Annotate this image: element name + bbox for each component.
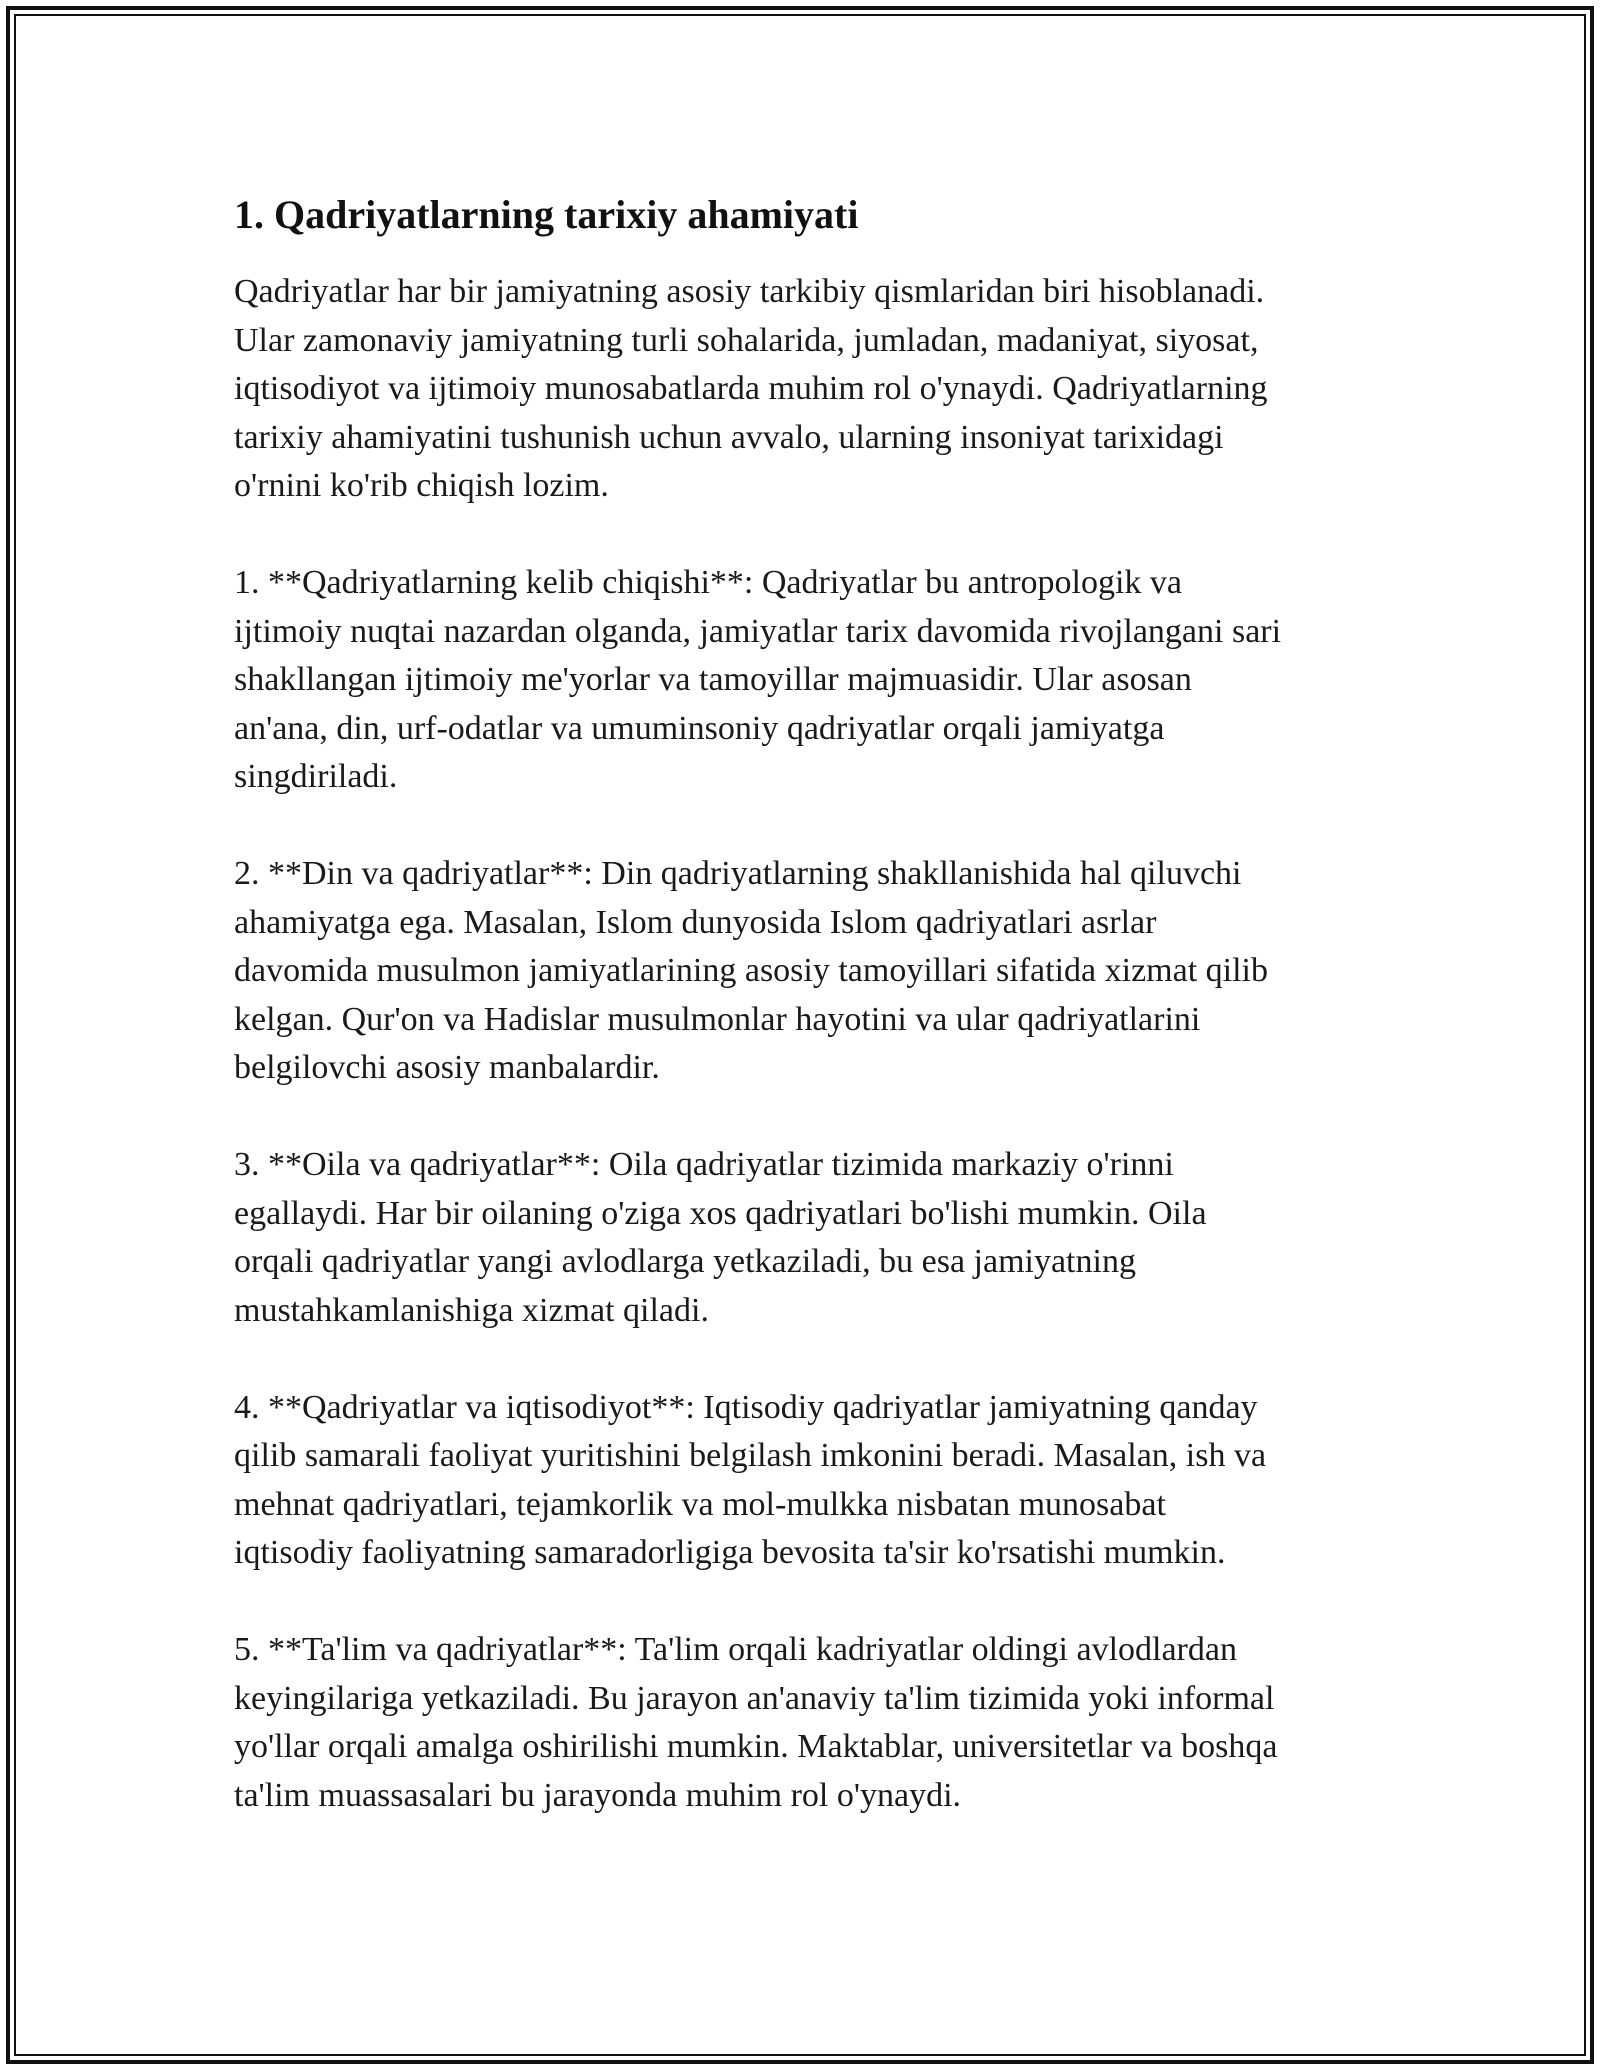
page-title: 1. Qadriyatlarning tarixiy ahamiyati: [234, 192, 859, 237]
paragraph-religion: 2. **Din va qadriyatlar**: Din qadriyatlarning shakllanishida hal qiluvchi ahamiyatga ega. Masalan, Islom dunyosida Islom qadriyatlari asrlar davomida musulmon jamiyatlarining asosiy tamoyillari sifatida xizmat qilib kelgan. Qur'on va Hadislar musulmonlar hayotini va ular qadriyatlarini belgilovchi asosiy manbalardir.: [234, 855, 1268, 1086]
paragraph-origins: 1. **Qadriyatlarning kelib chiqishi**: Qadriyatlar bu antropologik va ijtimoiy nuqtai nazardan olganda, jamiyatlar tarix davomida rivojlangani sari shakllangan ijtimoiy me'yorlar va tamoyillar majmuasidir. Ular asosan an'ana, din, urf-odatlar va umuminsoniy qadriyatlar orqali jamiyatga singdiriladi.: [234, 564, 1282, 795]
paragraph-family: 3. **Oila va qadriyatlar**: Oila qadriyatlar tizimida markaziy o'rinni egallaydi. Har bir oilaning o'ziga xos qadriyatlari bo'lishi mumkin. Oila orqali qadriyatlar yangi avlodlarga yetkaziladi, bu esa jamiyatning mustahkamlanishiga xizmat qiladi.: [234, 1146, 1207, 1329]
document-page: [234, 186, 1374, 1820]
paragraph-education: 5. **Ta'lim va qadriyatlar**: Ta'lim orqali kadriyatlar oldingi avlodlardan keyingilariga yetkaziladi. Bu jarayon an'anaviy ta'lim tizimida yoki informal yo'llar orqali amalga oshirilishi mumkin. Maktablar, universitetlar va boshqa ta'lim muassasalari bu jarayonda muhim rol o'ynaydi.: [234, 1631, 1278, 1814]
intro-paragraph: Qadriyatlar har bir jamiyatning asosiy tarkibiy qismlaridan biri hisoblanadi. Ular zamonaviy jamiyatning turli sohalarida, jumladan, madaniyat, siyosat, iqtisodiyot va ijtimoiy munosabatlarda muhim rol o'ynaydi. Qadriyatlarning tarixiy ahamiyatini tushunish uchun avvalo, ularning insoniyat tarixidagi o'rnini ko'rib chiqish lozim.: [234, 273, 1268, 504]
paragraph-economy: 4. **Qadriyatlar va iqtisodiyot**: Iqtisodiy qadriyatlar jamiyatning qanday qilib samarali faoliyat yuritishini belgilash imkonini beradi. Masalan, ish va mehnat qadriyatlari, tejamkorlik va mol-mulkka nisbatan munosabat iqtisodiy faoliyatning samaradorligiga bevosita ta'sir ko'rsatishi mumkin.: [234, 1388, 1267, 1571]
